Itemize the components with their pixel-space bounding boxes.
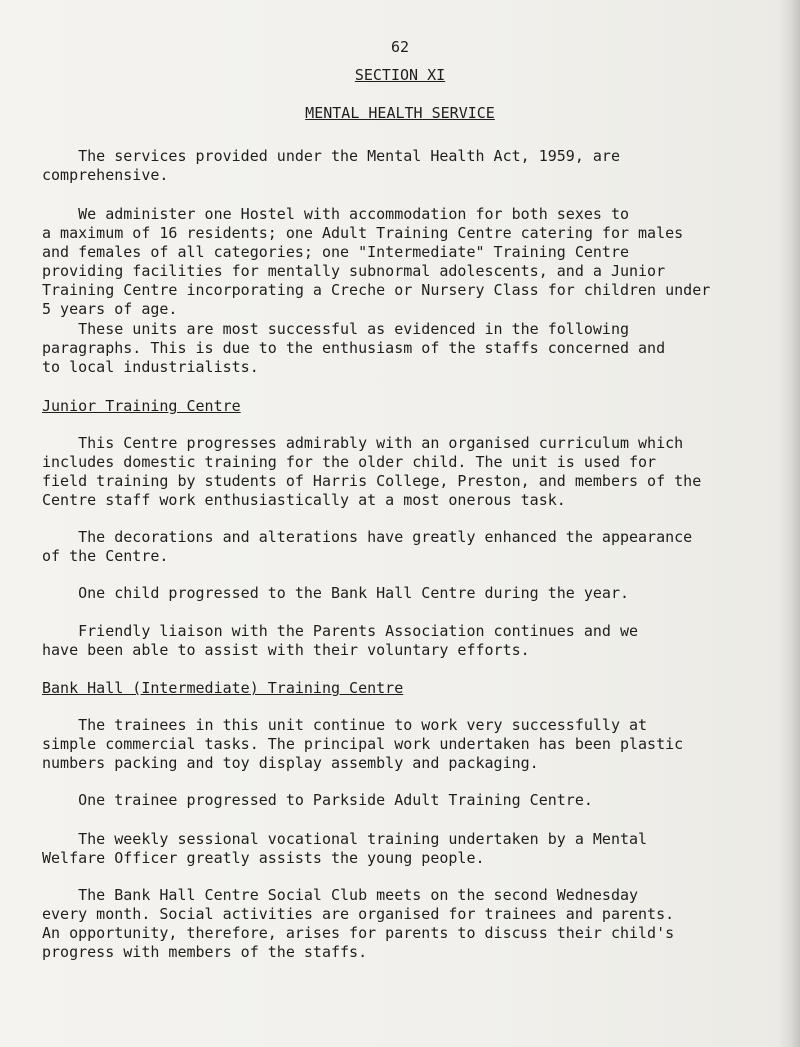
junior-paragraph-4: Friendly liaison with the Parents Association continues and we have been able to assist with their voluntary efforts. [42, 622, 639, 659]
bank-paragraph-2: One trainee progressed to Parkside Adult Training Centre. [42, 791, 593, 809]
bank-hall-training-centre-heading: Bank Hall (Intermediate) Training Centre [42, 679, 404, 697]
bank-paragraph-3: The weekly sessional vocational training undertaken by a Mental Welfare Officer greatly assists the young people. [42, 830, 648, 867]
page-number: 62 [390, 38, 410, 56]
junior-paragraph-1: This Centre progresses admirably with an organised curriculum which includes domestic training for the older child. The unit is used for field training by students of Harris College, Preston, and members of the Centre staff work enthusiastically at a most onerous task. [42, 434, 702, 509]
bank-paragraph-1: The trainees in this unit continue to work very successfully at simple commercial tasks. The principal work undertaken has been plastic numbers packing and toy display assembly and packaging. [42, 716, 684, 772]
intro-paragraph: The services provided under the Mental Health Act, 1959, are comprehensive. [42, 147, 620, 184]
administer-paragraph: We administer one Hostel with accommodation for both sexes to a maximum of 16 residents; one Adult Training Centre catering for males and females of all categories; one "Intermediate" Training Centre providing facilities for mentally subnormal adolescents, and a Junior Training Centre incorporating a Creche or Nursery Class for children under 5 years of age. [42, 205, 711, 318]
junior-paragraph-3: One child progressed to the Bank Hall Centre during the year. [42, 584, 629, 602]
section-title: SECTION XI [354, 66, 446, 84]
bank-paragraph-4: The Bank Hall Centre Social Club meets on the second Wednesday every month. Social activities are organised for trainees and parents. An opportunity, therefore, arises for parents to discuss their child's progress with members of the staffs. [42, 886, 675, 961]
junior-paragraph-2: The decorations and alterations have greatly enhanced the appearance of the Centre. [42, 528, 693, 565]
junior-training-centre-heading: Junior Training Centre [42, 397, 241, 415]
main-title: MENTAL HEALTH SERVICE [305, 104, 495, 122]
units-paragraph: These units are most successful as evidenced in the following paragraphs. This is due to the enthusiasm of the staffs concerned and to local industrialists. [42, 320, 666, 376]
